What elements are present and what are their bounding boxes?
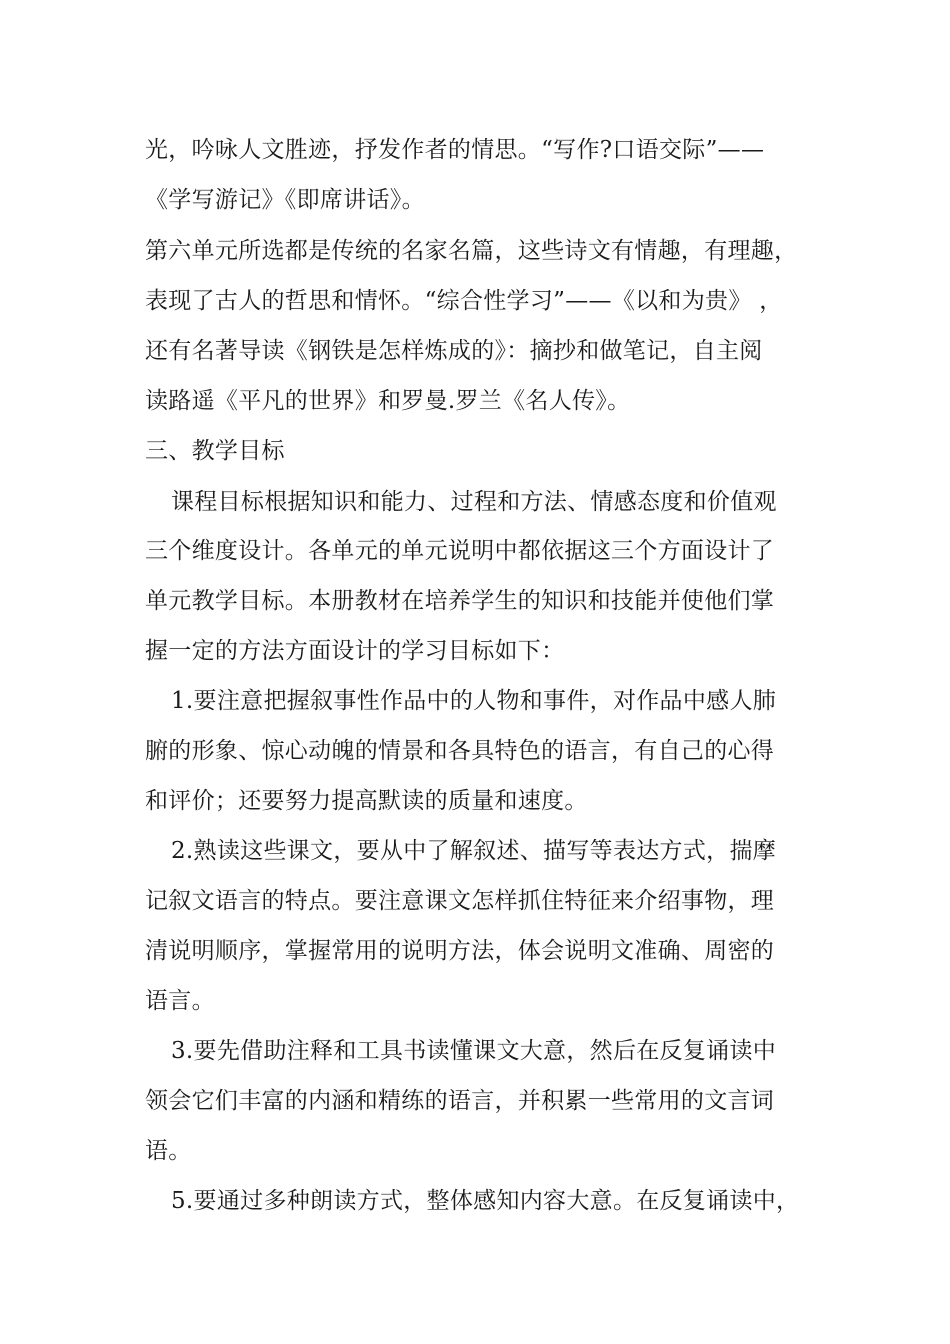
text-line: 清说明顺序，掌握常用的说明方法，体会说明文准确、周密的 [145, 938, 775, 964]
text-line: 第六单元所选都是传统的名家名篇，这些诗文有情趣，有理趣， [145, 238, 798, 264]
list-item-5: 5.要通过多种朗读方式，整体感知内容大意。在反复诵读中， [171, 1188, 800, 1214]
text-line: 语。 [145, 1138, 192, 1164]
text-line: 记叙文语言的特点。要注意课文怎样抓住特征来介绍事物，理 [145, 888, 775, 914]
text-line: 三个维度设计。各单元的单元说明中都依据这三个方面设计了 [145, 538, 775, 564]
text-line: 还有名著导读《钢铁是怎样炼成的》：摘抄和做笔记，自主阅 [145, 338, 763, 364]
text-line: 单元教学目标。本册教材在培养学生的知识和技能并使他们掌 [145, 588, 775, 614]
text-line: 课程目标根据知识和能力、过程和方法、情感态度和价值观 [171, 489, 777, 515]
list-item-2: 2.熟读这些课文，要从中了解叙述、描写等表达方式，揣摩 [171, 838, 777, 864]
text-line: 和评价；还要努力提高默读的质量和速度。 [145, 788, 588, 814]
text-line: 光，吟咏人文胜迹，抒发作者的情思。“写作?口语交际”—— [145, 137, 765, 163]
section-heading: 三、教学目标 [145, 438, 285, 464]
text-line: 腑的形象、惊心动魄的情景和各具特色的语言，有自己的心得 [145, 738, 775, 764]
list-item-3: 3.要先借助注释和工具书读懂课文大意，然后在反复诵读中 [171, 1038, 777, 1064]
text-line: 领会它们丰富的内涵和精练的语言，并积累一些常用的文言词 [145, 1088, 775, 1114]
text-line: 语言。 [145, 988, 215, 1014]
list-item-1: 1.要注意把握叙事性作品中的人物和事件，对作品中感人肺 [171, 688, 777, 714]
text-line: 《学写游记》《即席讲话》。 [145, 187, 425, 213]
text-line: 读路遥《平凡的世界》和罗曼.罗兰《名人传》。 [145, 388, 631, 414]
text-line: 表现了古人的哲思和情怀。“综合性学习”——《以和为贵》 ， [145, 288, 783, 314]
text-line: 握一定的方法方面设计的学习目标如下： [145, 638, 565, 664]
